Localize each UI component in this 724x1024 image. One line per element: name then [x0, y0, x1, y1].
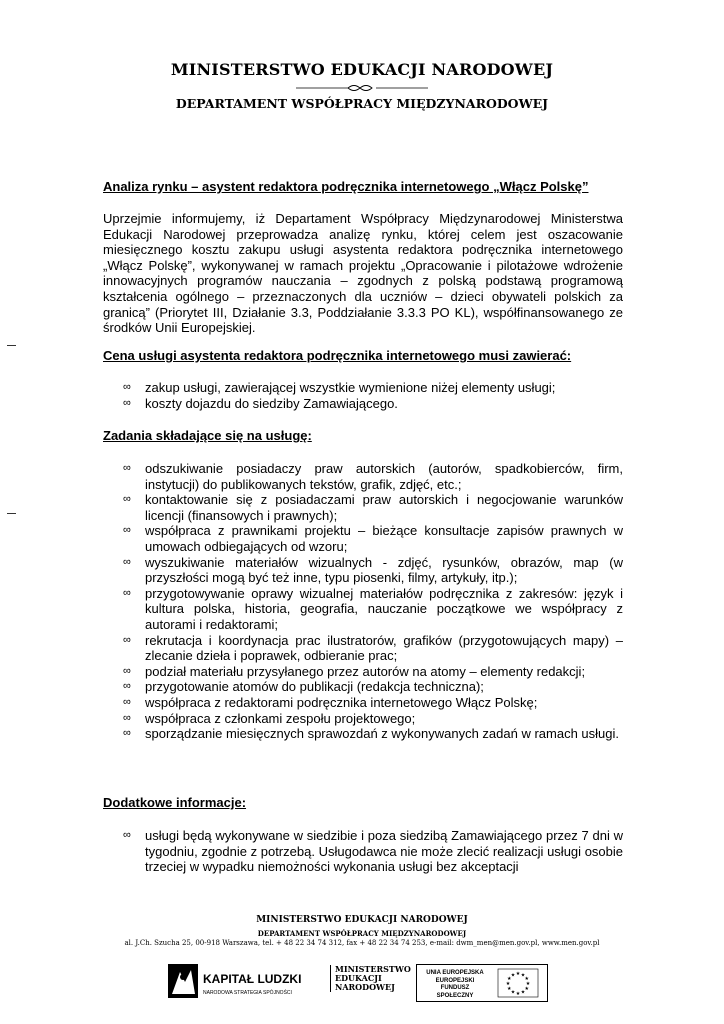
- eu-star-icon: ★: [505, 981, 511, 987]
- men-logo-line: EDUKACJI: [335, 973, 382, 983]
- eu-logo: [416, 964, 548, 1002]
- intro-paragraph: Uprzejmie informujemy, iż Departament Współpracy Międzynarodowej Ministerstwa Edukacji Narodowej przeprowadza analizę rynku, której celem jest oszacowanie miesięcznego kosztu zakupu usługi asystenta redaktora podręcznika internetowego „Włącz Polskę”, wykonywanej w ramach projektu „Opracowanie i pilotażowe wdrożenie innowacyjnych programów nauczania – zgodnych z polską podstawą programową kształcenia ogólnego – przeznaczonych dla uczniów – dzieci obywateli polskich za granicą” (Priorytet III, Działanie 3.3, Poddziałanie 3.3.3 PO KL), współfinansowanego ze środków Unii Europejskiej.: [103, 211, 623, 336]
- eu-star-icon: ★: [515, 991, 521, 997]
- list-item: [103, 828, 623, 875]
- list-item-text: przygotowanie atomów do publikacji (redakcja techniczna);: [145, 679, 484, 695]
- bullet-icon: ∞: [123, 664, 131, 677]
- list-item: [103, 695, 623, 711]
- eu-logo-text: [423, 970, 487, 1000]
- list-item: [103, 396, 623, 412]
- margin-mark: [7, 345, 16, 346]
- list-item-text: odszukiwanie posiadaczy praw autorskich (autorów, spadkobierców, firm, instytucji) do publikowanych tekstów, grafik, zdjęć, etc.;: [145, 461, 623, 492]
- department-subtitle: DEPARTAMENT WSPÓŁPRACY MIĘDZYNARODOWEJ: [175, 96, 549, 111]
- eu-logo-line: FUNDUSZ SPOŁECZNY: [436, 985, 474, 999]
- eu-star-icon: ★: [507, 986, 512, 992]
- eu-star-icon: ★: [507, 976, 512, 982]
- bullet-icon: ∞: [123, 524, 131, 537]
- eu-logo-line: UNIA EUROPEJSKA: [426, 970, 484, 976]
- eu-star-icon: ★: [520, 972, 526, 979]
- list-item: [103, 711, 623, 727]
- men-logo-line: NARODOWEJ: [335, 982, 395, 992]
- list-item-text: podział materiału przysyłanego przez autorów na atomy – elementy redakcji;: [145, 663, 586, 679]
- bullet-icon: ∞: [123, 633, 131, 646]
- logo-kl-title: KAPITAŁ LUDZKI: [203, 972, 302, 986]
- section-heading-tasks: Zadania składające się na usługę:: [103, 428, 312, 443]
- list-item-text: przygotowywanie oprawy wizualnej materiałów podręcznika z zakresów: język i kultura polska, historia, geografia, nauczanie początkowe we współpracy z autorami i redaktorami;: [145, 585, 623, 632]
- eu-stars-icon: [497, 968, 539, 998]
- list-item-text: wyszukiwanie materiałów wizualnych - zdjęć, rysunków, obrazów, map (w przyszłości mogą być też inne, typu piosenki, filmy, artykuły, itp.);: [145, 554, 623, 586]
- eu-star-icon: ★: [515, 971, 521, 977]
- list-item: [103, 380, 623, 396]
- footer-department: DEPARTAMENT WSPÓŁPRACY MIĘDZYNARODOWEJ: [257, 929, 467, 938]
- task-list: [103, 461, 623, 742]
- bullet-icon: ∞: [123, 462, 131, 474]
- list-item-text: współpraca z redaktorami podręcznika internetowego Włącz Polskę;: [145, 694, 538, 710]
- list-item: [103, 633, 623, 664]
- bullet-icon: ∞: [123, 829, 131, 841]
- list-item-text: współpraca z członkami zespołu projektowego;: [145, 710, 416, 726]
- men-logo-line: MINISTERSTWO: [335, 964, 411, 974]
- eu-star-icon: ★: [524, 986, 529, 992]
- eu-star-icon: ★: [525, 981, 531, 987]
- extra-info-list: [103, 828, 623, 875]
- eu-star-icon: ★: [510, 972, 516, 979]
- list-item: [103, 461, 623, 492]
- bullet-icon: ∞: [123, 680, 131, 693]
- list-item: [103, 523, 623, 554]
- list-item: [103, 555, 623, 586]
- list-item-text: rekrutacja i koordynacja prac ilustratorów, grafików (przygotowujących mapy) – zlecanie dzieła i poprawek, odbieranie prac;: [145, 632, 623, 664]
- logo-kl-subtitle: NARODOWA STRATEGIA SPÓJNOŚCI: [203, 990, 292, 996]
- footer-address: al. J.Ch. Szucha 25, 00-918 Warszawa, tel. + 48 22 34 74 312, fax + 48 22 34 74 253, e-mail: dwm_men@men.gov.pl, www.men.gov.pl: [124, 939, 600, 947]
- list-item-text: sporządzanie miesięcznych sprawozdań z wykonywanych zadań w ramach usługi.: [145, 726, 620, 742]
- bullet-icon: ∞: [123, 586, 131, 599]
- footer-ministry: MINISTERSTWO EDUKACJI NARODOWEJ: [256, 915, 468, 925]
- bullet-icon: ∞: [123, 695, 131, 708]
- margin-mark: [7, 513, 16, 514]
- list-item-text: zakup usługi, zawierającej wszystkie wymienione niżej elementy usługi;: [145, 380, 556, 395]
- eu-star-icon: ★: [520, 989, 526, 996]
- bullet-icon: ∞: [123, 555, 131, 568]
- eu-logo-line: EUROPEJSKI: [435, 977, 475, 984]
- list-item-text: usługi będą wykonywane w siedzibie i poza siedzibą Zamawiającego przez 7 dni w tygodniu, zgodnie z potrzebą. Usługodawca nie może zlecić realizacji usługi osobie trzeciej w wypadku niemożności wykonania usługi bez akceptacji: [145, 828, 623, 875]
- kapital-ludzki-logo: [165, 962, 320, 1002]
- list-item: [103, 586, 623, 633]
- men-logo: [330, 965, 411, 992]
- list-item-text: współpraca z prawnikami projektu – bieżące konsultacje zapisów prawnych w umowach odbiegających od wzoru;: [145, 523, 623, 554]
- section-heading-price: Cena usługi asystenta redaktora podręcznika internetowego musi zawierać:: [103, 348, 572, 363]
- price-list: [103, 380, 623, 411]
- section-heading-additional: Dodatkowe informacje:: [103, 795, 247, 810]
- header-ornament: [296, 82, 428, 94]
- list-item: [103, 664, 623, 680]
- list-item: [103, 726, 623, 742]
- eu-star-icon: ★: [524, 976, 529, 982]
- bullet-icon: ∞: [123, 493, 131, 506]
- bullet-icon: ∞: [123, 381, 131, 393]
- section-heading-market-analysis: Analiza rynku – asystent redaktora podręcznika internetowego „Włącz Polskę”: [103, 179, 589, 194]
- ministry-title: MINISTERSTWO EDUKACJI NARODOWEJ: [170, 60, 554, 79]
- bullet-icon: ∞: [123, 711, 131, 724]
- list-item-text: koszty dojazdu do siedziby Zamawiającego.: [145, 395, 398, 411]
- eu-star-icon: ★: [510, 989, 516, 996]
- list-item: [103, 679, 623, 695]
- list-item-text: kontaktowanie się z posiadaczami praw autorskich i negocjowanie warunków licencji (finansowych i prawnych);: [145, 492, 623, 523]
- list-item: [103, 492, 623, 523]
- bullet-icon: ∞: [123, 727, 131, 740]
- bullet-icon: ∞: [123, 396, 131, 409]
